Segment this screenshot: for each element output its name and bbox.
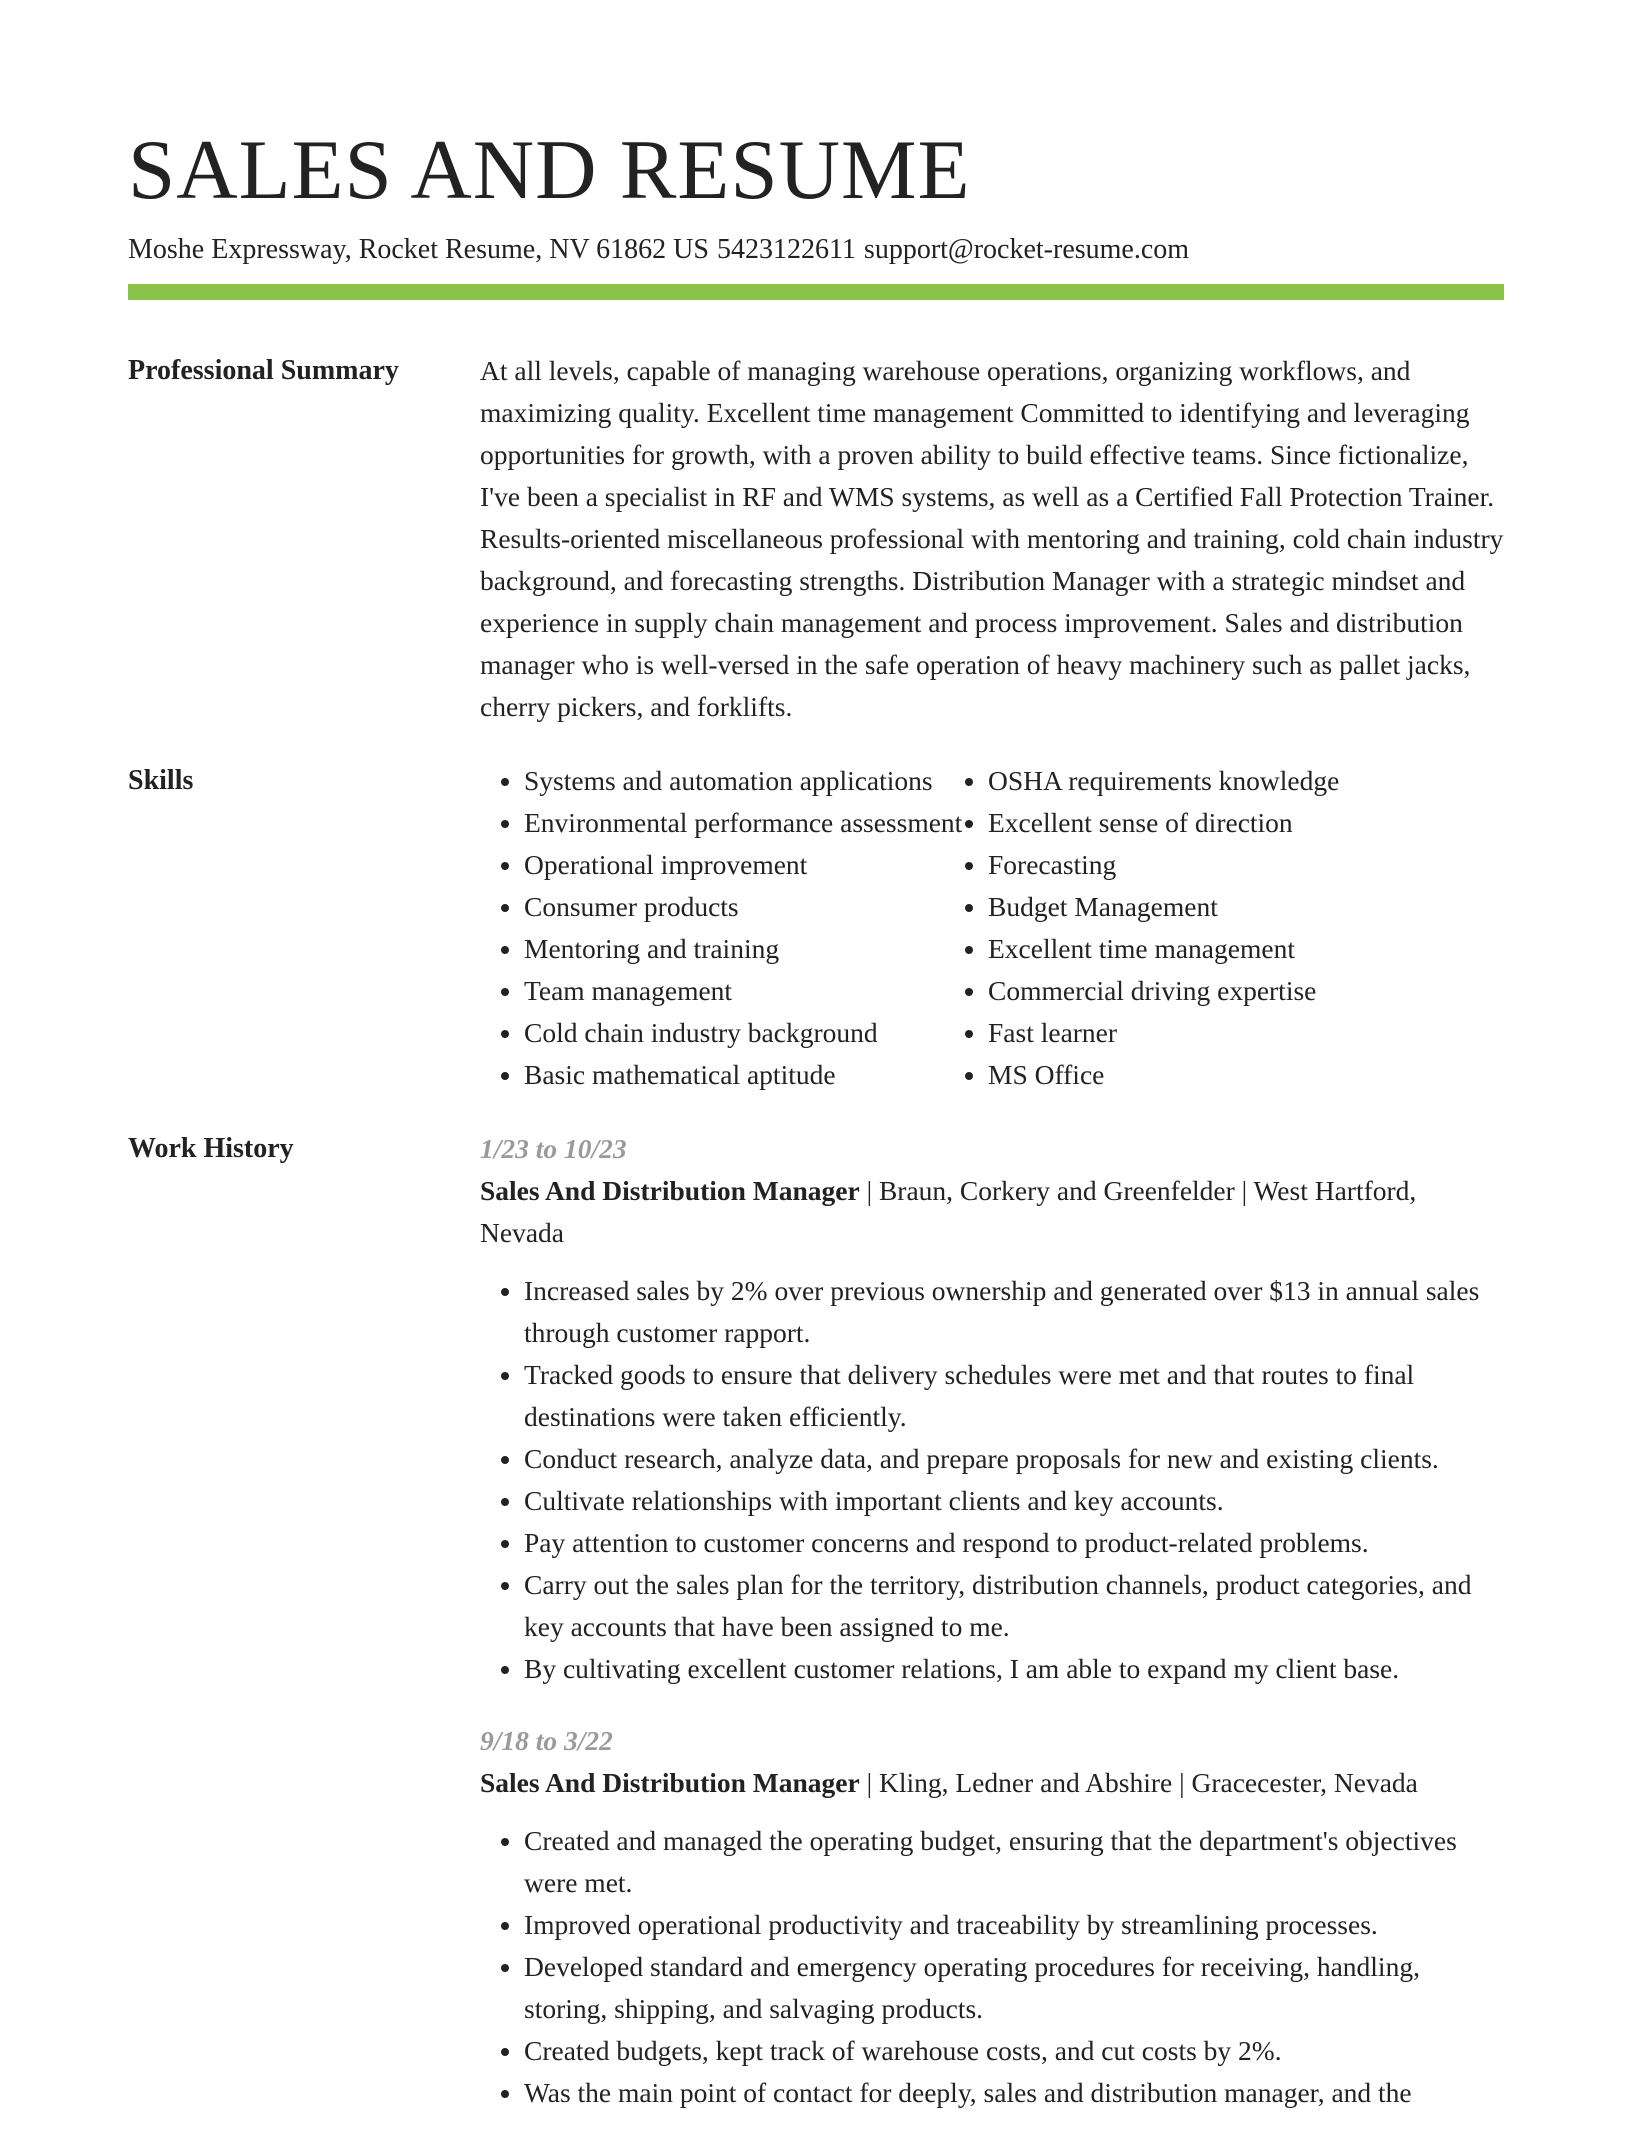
skill-item: • Commercial driving expertise	[988, 970, 1460, 1012]
summary-heading: Professional Summary	[128, 355, 399, 386]
skill-item: • OSHA requirements knowledge	[988, 760, 1460, 802]
job-bullet: • Was the main point of contact for deeply, sales and distribution manager, and the	[524, 2072, 1504, 2114]
skill-item: • Consumer products	[524, 886, 940, 928]
job-details: | Kling, Ledner and Abshire | Gracecester, Nevada	[859, 1767, 1418, 1798]
job-bullet: • Conduct research, analyze data, and prepare proposals for new and existing clients.	[524, 1438, 1504, 1480]
job-heading	[480, 1762, 1504, 1804]
job-dates: 9/18 to 3/22	[480, 1725, 613, 1756]
job-title: Sales And Distribution Manager	[480, 1175, 860, 1206]
skill-item: • Systems and automation applications	[524, 760, 940, 802]
contact-address: Moshe Expressway, Rocket Resume, NV 61862 US	[128, 234, 709, 265]
skill-item: • MS Office	[988, 1054, 1460, 1096]
job-heading	[480, 1170, 1504, 1254]
contact-phone: 5423122611	[716, 234, 856, 265]
skill-item: • Excellent time management	[988, 928, 1460, 970]
job-bullet: • Created budgets, kept track of warehouse costs, and cut costs by 2%.	[524, 2030, 1504, 2072]
skill-item: • Excellent sense of direction	[988, 802, 1460, 844]
work-history-heading: Work History	[128, 1133, 294, 1164]
job-bullet: • Improved operational productivity and traceability by streamlining processes.	[524, 1904, 1504, 1946]
job-title: Sales And Distribution Manager	[480, 1767, 860, 1798]
skills-list-right	[940, 760, 1460, 1096]
skill-item: • Team management	[524, 970, 940, 1012]
skill-item: • Forecasting	[988, 844, 1460, 886]
skill-item: • Fast learner	[988, 1012, 1460, 1054]
job-bullets	[480, 1270, 1504, 1690]
job-entry	[480, 1128, 1504, 1690]
resume-page	[128, 120, 1504, 2144]
skill-item: • Cold chain industry background	[524, 1012, 940, 1054]
skill-item: • Environmental performance assessment	[524, 802, 940, 844]
job-bullet: • Developed standard and emergency operating procedures for receiving, handling, storing, shipping, and salvaging products.	[524, 1946, 1504, 2030]
job-entry	[480, 1720, 1504, 2114]
job-dates: 1/23 to 10/23	[480, 1133, 627, 1164]
job-bullet: • Cultivate relationships with important clients and key accounts.	[524, 1480, 1504, 1522]
skills-section	[128, 760, 1504, 1096]
contact-line	[128, 230, 1504, 270]
header-divider	[128, 284, 1504, 300]
skill-item: • Budget Management	[988, 886, 1460, 928]
job-bullet: • Increased sales by 2% over previous ownership and generated over $13 in annual sales through customer rapport.	[524, 1270, 1504, 1354]
job-bullet: • Pay attention to customer concerns and respond to product-related problems.	[524, 1522, 1504, 1564]
skills-list-left	[480, 760, 963, 1096]
job-bullet: • Created and managed the operating budget, ensuring that the department's objectives were met.	[524, 1820, 1504, 1904]
summary-text: At all levels, capable of managing warehouse operations, organizing workflows, and maximizing quality. Excellent time management Committed to identifying and leveraging opportunities for growth, with a proven ability to build effective teams. Since fictionalize, I've been a specialist in RF and WMS systems, as well as a Certified Fall Protection Trainer. Results-oriented miscellaneous professional with mentoring and training, cold chain industry background, and forecasting strengths. Distribution Manager with a strategic mindset and experience in supply chain management and process improvement. Sales and distribution manager who is well-versed in the safe operation of heavy machinery such as pallet jacks, cherry pickers, and forklifts.	[480, 355, 1504, 722]
skills-heading: Skills	[128, 765, 194, 796]
work-history-section	[128, 1128, 1504, 2144]
skill-item: • Basic mathematical aptitude	[524, 1054, 940, 1096]
job-bullet: • Tracked goods to ensure that delivery schedules were met and that routes to final destinations were taken efficiently.	[524, 1354, 1504, 1438]
skill-item: • Operational improvement	[524, 844, 940, 886]
job-bullets	[480, 1820, 1504, 2114]
summary-section	[128, 350, 1504, 728]
job-bullet: • By cultivating excellent customer relations, I am able to expand my client base.	[524, 1648, 1504, 1690]
job-details: | Braun, Corkery and Greenfelder | West Hartford, Nevada	[480, 1175, 1417, 1248]
job-bullet: • Carry out the sales plan for the territory, distribution channels, product categories, and key accounts that have been assigned to me.	[524, 1564, 1504, 1648]
resume-name: SALES AND RESUME	[128, 123, 971, 217]
skill-item: • Mentoring and training	[524, 928, 940, 970]
contact-email: support@rocket-resume.com	[863, 234, 1190, 265]
